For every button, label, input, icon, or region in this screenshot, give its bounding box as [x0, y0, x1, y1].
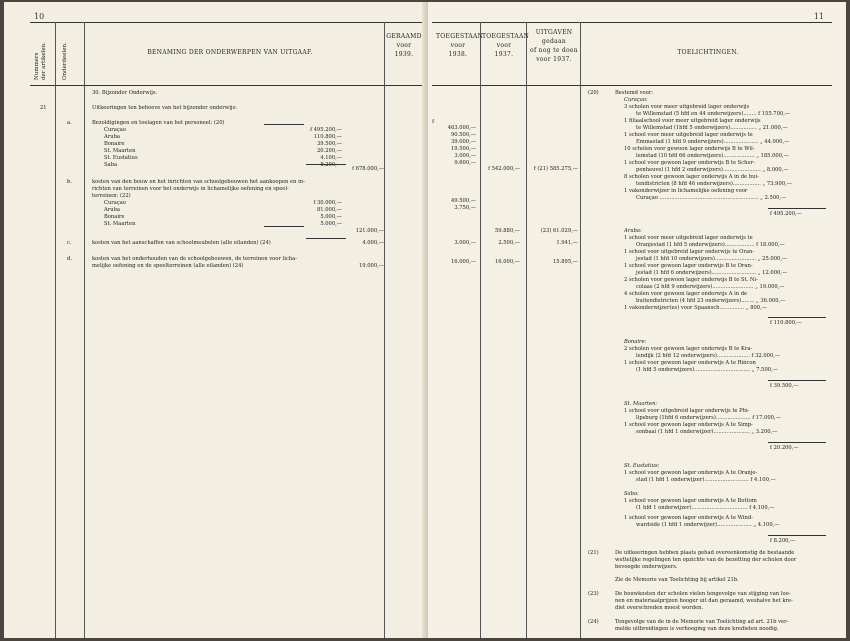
explanation-line: 4 scholen voor gewoon lager onderwijs A in de: [624, 291, 748, 297]
amount-1938: 90.500,—: [451, 132, 476, 138]
explanation-line: (20): [588, 90, 599, 96]
explanation-line: (23): [588, 591, 599, 597]
amount-1938: 9.600,—: [454, 160, 476, 166]
amount-1938: 59.880,—: [495, 228, 520, 234]
subtotal-rule: [768, 535, 826, 536]
explanation-line: diet overschreden moest worden.: [615, 605, 704, 611]
amount-cell: f 30.000,—: [313, 200, 342, 206]
amount-cell: 110.800,—: [313, 134, 342, 140]
amount-1938: 3.750,—: [454, 205, 476, 211]
explanation-line: bevoegde onderwijzers.: [615, 564, 678, 570]
line-text: 30. Bijzonder Onderwijs.: [92, 90, 158, 96]
explanation-line: f 8.200,—: [770, 538, 796, 544]
line-text: c.: [67, 240, 72, 246]
header-onderdeelen: Onderdeelen.: [62, 42, 68, 80]
header-geraamd: GERAAMD voor 1939.: [386, 33, 422, 58]
subtotal-rule: [768, 442, 826, 443]
amount-1938: 16.000,—: [495, 259, 520, 265]
explanation-line: (1 hfd 1 onderwijzer).................................. f 4.100,—: [636, 505, 775, 511]
explanation-line: colaas (2 hfd 9 onderwijzers)......................... „ 19.000,—: [636, 284, 785, 290]
line-text: St. Eustatius: [104, 155, 138, 161]
amount-cell: 4.100,—: [320, 155, 342, 161]
line-text: kosten van het onderhouden van de schoolgebouwen, de terreinen voor licha-: [92, 256, 297, 262]
explanation-line: St. Maarten:: [624, 401, 658, 407]
amount-cell: f 678.000,—: [352, 166, 384, 172]
subtotal-rule: [768, 380, 826, 381]
line-text: d.: [67, 256, 72, 262]
explanation-line: buitendistricten (4 hfd 23 onderwijzers)........ „ 36.000,—: [636, 298, 786, 304]
amount-cell: 20.200,—: [317, 148, 342, 154]
explanation-line: wardside (1 hfd 1 onderwijzer)..................... „ 4.100,—: [636, 522, 780, 528]
amount-uitgaven: (23) 61.029,—: [540, 228, 578, 234]
explanation-line: (1 hfd 5 onderwijzers).................................. „ 7.500,—: [636, 367, 778, 373]
line-text: St. Maarten: [104, 221, 136, 227]
explanation-line: wettelijke regelingen ten opzichte van de bezetting der scholen door: [615, 557, 797, 563]
explanation-line: 1 school voor gewoon lager onderwijs B te Oran-: [624, 263, 753, 269]
line-text: 21: [40, 105, 47, 111]
explanation-line: 1 school voor uitgebreid lager onderwijs te Phi-: [624, 408, 750, 414]
subtotal-rule: [264, 226, 304, 227]
explanation-line: 1 school voor uitgebreid lager onderwijs te Oran-: [624, 249, 755, 255]
explanation-line: Saba:: [624, 491, 639, 497]
line-text: Uitkeeringen ten behoeve van het bijzonder onderwijs:: [92, 105, 237, 111]
column-divider: [580, 22, 581, 638]
explanation-line: f 495.200,—: [770, 211, 802, 217]
explanation-line: te Willemstad (5 hfd en 44 onderwijzers)........ f 155.700,—: [636, 111, 791, 117]
line-text: kosten van het aanschaffen van schoolmeubelen (alle eilanden) (24): [92, 240, 271, 246]
explanation-line: 1 filiaalschool voor meer uitgebreid lager onderwijs: [624, 118, 761, 124]
line-text: Bonaire: [104, 214, 125, 220]
explanation-line: penheuvel (1 hfd 2 onderwijzers)....................... „ 8.000,—: [636, 167, 789, 173]
explanation-line: 8 scholen voor gewoon lager onderwijs A in de bui-: [624, 174, 759, 180]
header-toegestaan-1938: TOEGESTAAN voor 1938.: [436, 33, 484, 58]
amount-1938: 463.000,—: [447, 125, 476, 131]
line-text: Saba: [104, 162, 118, 168]
explanation-line: sonbaai (1 hfd 1 onderwijzer)...................... „ 3.200,—: [636, 429, 778, 435]
explanation-line: Bestemd voor:: [615, 90, 653, 96]
amount-1938: 3.000,—: [454, 240, 476, 246]
explanation-line: De uitkeeringen hebben plaats gehad overeenkomstig de bestaande: [615, 550, 795, 556]
explanation-line: f 39.500,—: [770, 383, 799, 389]
document-spread: [4, 2, 846, 638]
left-page: [4, 2, 428, 638]
explanation-line: jestad (1 hfd 6 onderwijzers)........................... „ 12.000,—: [636, 270, 788, 276]
amount-cell: 39.500,—: [317, 141, 342, 147]
line-text: Bezoldigingen en toelagen van het personeel: (20): [92, 120, 225, 126]
line-text: richten van terreinen voor het onderwijs in lichamelijke oefening en speel-: [92, 186, 289, 192]
amount-1938: 49.500,—: [451, 198, 476, 204]
amount-cell: 81.000,—: [317, 207, 342, 213]
explanation-line: Curaçao ............................................................ „ 2.500,—: [636, 195, 787, 201]
line-text: Aruba: [104, 207, 120, 213]
amount-1938: f: [432, 119, 434, 125]
explanation-line: 1 vakonderwijzer in lichamelijke oefening voor: [624, 188, 748, 194]
page-number-left: 10: [34, 12, 45, 21]
explanation-line: 1 school voor gewoon lager onderwijs A te Wind-: [624, 515, 753, 521]
column-divider: [55, 22, 56, 638]
line-text: Bonaire: [104, 141, 125, 147]
explanation-line: Emmastad (1 hfd 9 onderwijzers)..................... „ 44.000,—: [636, 139, 790, 145]
line-text: Curaçao: [104, 127, 127, 133]
explanation-line: De bouwkosten der scholen vielen tengevolge van stijging van loo-: [615, 591, 791, 597]
amount-1938: 3.000,—: [454, 153, 476, 159]
explanation-line: (21): [588, 550, 599, 556]
explanation-line: melde uitbreidingen is verhooging van deze kredieten noodig.: [615, 626, 779, 632]
explanation-line: (24): [588, 619, 599, 625]
explanation-line: Bonaire:: [624, 339, 647, 345]
header-benaming: BENAMING DER ONDERWERPEN VAN UITGAAF.: [147, 49, 313, 56]
amount-cell: 5.000,—: [320, 214, 342, 220]
explanation-line: 1 school voor meer uitgebreid lager onderwijs te: [624, 235, 753, 241]
column-divider: [84, 22, 85, 638]
explanation-line: te Willemstad (1hfd 5 onderwijzers)................ „ 21.000,—: [636, 125, 788, 131]
line-text: a.: [67, 120, 72, 126]
explanation-line: Tengevolge van de in de Memorie van Toelichting ad art. 21b ver-: [615, 619, 789, 625]
subtotal-rule: [264, 124, 304, 125]
explanation-line: lendijk (2 hfd 12 onderwijzers).................... f 32.000,—: [636, 353, 781, 359]
explanation-line: 1 school voor gewoon lager onderwijs A te Oranje-: [624, 470, 758, 476]
header-toelichtingen: TOELICHTINGEN.: [677, 49, 739, 56]
explanation-line: stad (1 hfd 1 onderwijzer)........................... f 4.100,—: [636, 477, 776, 483]
explanation-line: lemstad (10 hfd 66 onderwijzers)................... „ 185.000,—: [636, 153, 789, 159]
amount-cell: 19.000,—: [359, 263, 384, 269]
amount-cell: 5.000,—: [320, 221, 342, 227]
line-text: terreinen: (22): [92, 193, 131, 199]
explanation-line: Curaçao:: [624, 97, 648, 103]
amount-cell: f 495.200,—: [310, 127, 342, 133]
explanation-line: Oranjestad (1 hfd 5 onderwijzers).................. f 18.000,—: [636, 242, 785, 248]
amount-uitgaven: 15.895,—: [553, 259, 578, 265]
explanation-line: nen en materiaalprijzen hooger uit dan geraamd, weshalve het kre-: [615, 598, 793, 604]
amount-cell: 121.000,—: [355, 228, 384, 234]
line-text: kosten van den bouw en het inrichten van schoolgebouwen het aankoopen en in-: [92, 179, 305, 185]
explanation-line: 1 school voor gewoon lager onderwijs A te Rincon: [624, 360, 756, 366]
header-uitgaven: UITGAVEN gedaan of nog te doen voor 1937.: [530, 29, 578, 63]
explanation-line: 1 school voor meer uitgebreid lager onderwijs te: [624, 132, 753, 138]
amount-1938: 16.000,—: [451, 259, 476, 265]
explanation-line: 10 scholen voor gewoon lager onderwijs B te Wil-: [624, 146, 755, 152]
amount-1938: 2.500,—: [498, 240, 520, 246]
line-text: melijke oefening en de speelterreinen (alle eilanden) (24): [92, 263, 244, 269]
amount-1938: 19.500,—: [451, 146, 476, 152]
subtotal-rule: [306, 238, 346, 239]
line-text: b.: [67, 179, 72, 185]
explanation-line: f 110.800,—: [770, 320, 802, 326]
explanation-line: 1 school voor gewoon lager onderwijs A te Bottom: [624, 498, 757, 504]
line-text: St. Maarten: [104, 148, 136, 154]
explanation-line: f 20.200,—: [770, 445, 799, 451]
amount-1938: 39.000,—: [451, 139, 476, 145]
column-divider: [384, 22, 385, 638]
explanation-line: 1 school voor gewoon lager onderwijs A te Simp-: [624, 422, 753, 428]
subtotal-rule: [306, 164, 346, 165]
amount-uitgaven: 1.941,—: [556, 240, 578, 246]
subtotal-rule: [768, 317, 826, 318]
amount-uitgaven: f (21) 585.275,—: [533, 166, 578, 172]
amount-cell: 8.200,—: [320, 162, 342, 168]
line-text: Aruba: [104, 134, 120, 140]
explanation-line: lipsburg (1hfd 6 onderwijzers)..................... f 17.000,—: [636, 415, 781, 421]
column-divider: [480, 22, 481, 638]
page-number-right: 11: [813, 12, 824, 21]
explanation-line: Zie de Memorie van Toelichting bij artikel 21b.: [615, 577, 739, 583]
explanation-line: 1 vakonderwijzer(es) voor Spaansch............... „ 800,—: [624, 305, 767, 311]
amount-cell: 4.000,—: [362, 240, 384, 246]
explanation-line: 2 scholen voor gewoon lager onderwijs B te Kra-: [624, 346, 753, 352]
explanation-line: Aruba:: [624, 228, 642, 234]
column-divider: [526, 22, 527, 638]
explanation-line: 3 scholen voor meer uitgebreid lager onderwijs: [624, 104, 750, 110]
explanation-line: 1 school voor gewoon lager onderwijs B te Scher-: [624, 160, 755, 166]
subtotal-rule: [768, 208, 826, 209]
explanation-line: tendistricten (8 hfd 46 onderwijzers)................. „ 73.900,—: [636, 181, 792, 187]
header-toegestaan-1937: TOEGESTAAN voor 1937.: [482, 33, 530, 58]
right-page: [428, 2, 846, 638]
amount-1938: f 542.000,—: [488, 166, 520, 172]
explanation-line: St. Eustatius:: [624, 463, 660, 469]
explanation-line: 2 scholen voor gewoon lager onderwijs B te St. Ni-: [624, 277, 758, 283]
line-text: Curaçao: [104, 200, 127, 206]
explanation-line: jestad (1 hfd 10 onderwijzers)......................... „ 25.000,—: [636, 256, 788, 262]
header-nummers: Nummers der artikelen.: [34, 42, 47, 80]
